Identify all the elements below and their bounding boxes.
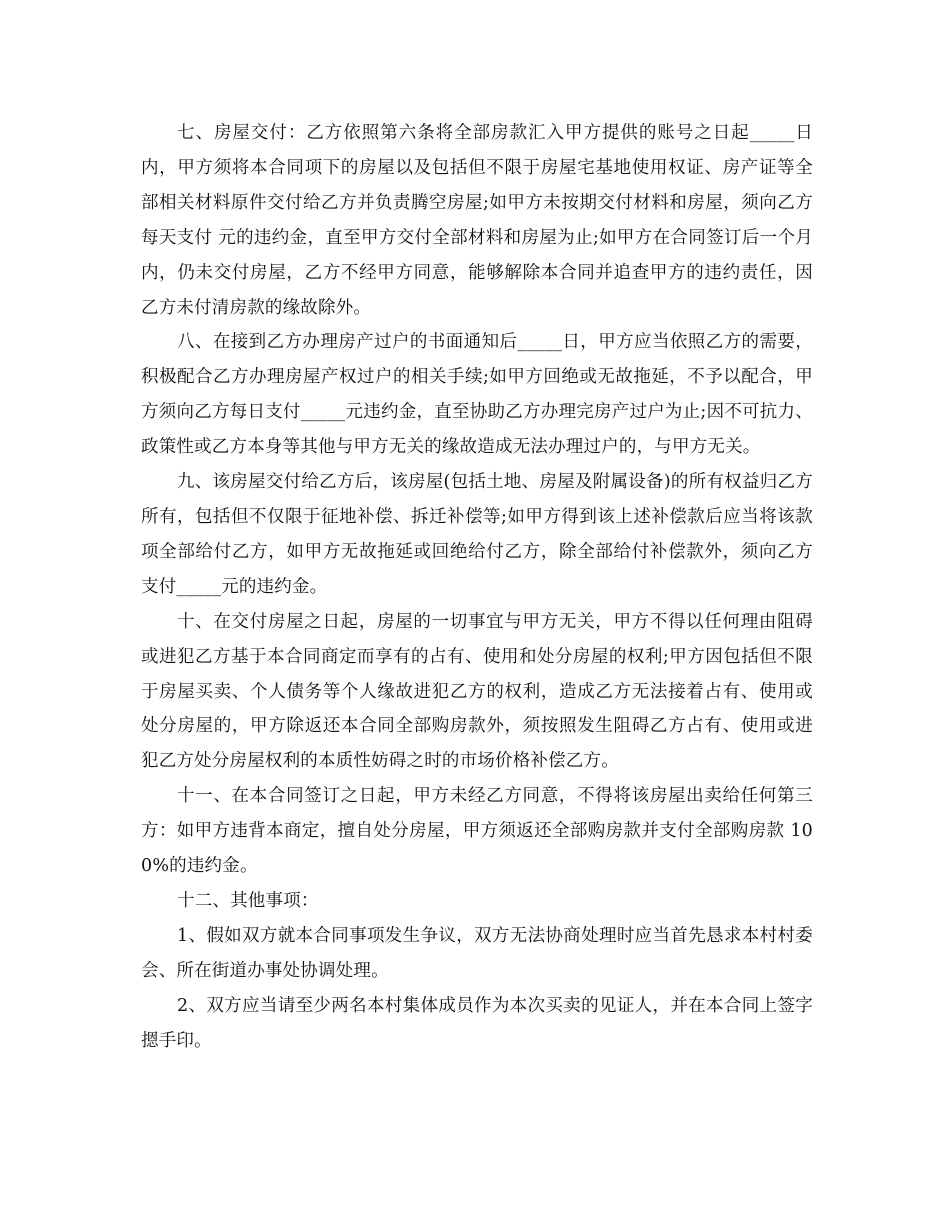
- clause-eight-title-transfer: 八、在接到乙方办理房产过户的书面通知后_____日，甲方应当依照乙方的需要，积极配合乙方办理房屋产权过户的相关手续;如甲方回绝或无故拖延，不予以配合，甲方须向乙方每日支付_____元违约金，直至协助乙方办理完房产过户为止;因不可抗力、政策性或乙方本身等其他与甲方无关的缘故造成无法办理过户的，与甲方无关。: [141, 332, 813, 458]
- clause-twelve-other-matters: 十二、其他事项：: [177, 890, 319, 911]
- clause-ten-possession-rights: 十、在交付房屋之日起，房屋的一切事宜与甲方无关，甲方不得以任何理由阻碍或进犯乙方基于本合同商定而享有的占有、使用和处分房屋的权利;甲方因包括但不限于房屋买卖、个人债务等个人缘故进犯乙方的权利，造成乙方无法接着占有、使用或处分房屋的，甲方除返还本合同全部购房款外，须按照发生阻碍乙方占有、使用或进犯乙方处分房屋权利的本质性妨碍之时的市场价格补偿乙方。: [141, 611, 813, 772]
- contract-text: [141, 116, 813, 1058]
- clause-nine-ownership-rights: 九、该房屋交付给乙方后，该房屋(包括土地、房屋及附属设备)的所有权益归乙方所有，包括但不仅限于征地补偿、拆迁补偿等;如甲方得到该上述补偿款后应当将该款项全部给付乙方，如甲方无故拖延或回绝给付乙方，除全部给付补偿款外，须向乙方支付_____元的违约金。: [141, 472, 813, 597]
- clause-seven-house-delivery: 七、房屋交付：乙方依照第六条将全部房款汇入甲方提供的账号之日起_____日内，甲方须将本合同项下的房屋以及包括但不限于房屋宅基地使用权证、房产证等全部相关材料原件交付给乙方并负责腾空房屋;如甲方未按期交付材料和房屋，须向乙方每天支付 元的违约金，直至甲方交付全部材料和房屋为止;如甲方在合同签订后一个月内，仍未交付房屋，乙方不经甲方同意，能够解除本合同并追查甲方的违约责任，因乙方未付清房款的缘故除外。: [141, 123, 813, 318]
- clause-eleven-no-resale: 十一、在本合同签订之日起，甲方未经乙方同意，不得将该房屋出卖给任何第三方：如甲方违背本商定，擅自处分房屋，甲方须返还全部购房款并支付全部购房款 100%的违约金。: [141, 786, 813, 877]
- other-matters-item-2: 2、双方应当请至少两名本村集体成员作为本次买卖的见证人，并在本合同上签字摁手印。: [141, 995, 813, 1051]
- other-matters-item-1: 1、假如双方就本合同事项发生争议，双方无法协商处理时应当首先恳求本村村委会、所在街道办事处协调处理。: [141, 925, 813, 981]
